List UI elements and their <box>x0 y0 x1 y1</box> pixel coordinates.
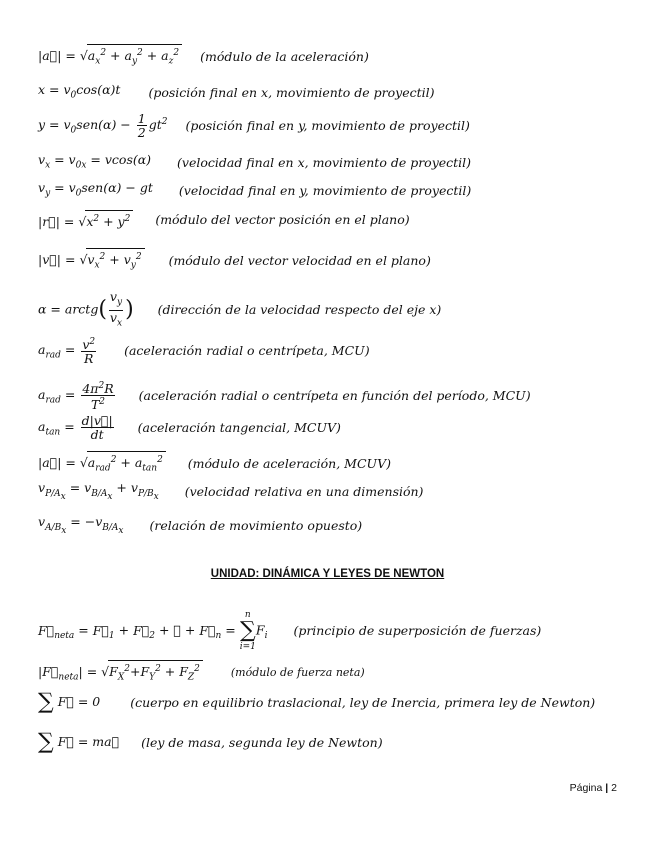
formula-second-law <box>38 729 383 755</box>
formula-position-y <box>38 112 470 139</box>
formula-radial-acceleration-period <box>38 380 531 411</box>
formula-note: (dirección de la velocidad respecto del eje x) <box>157 302 442 317</box>
formula-note: (módulo de fuerza neta) <box>230 665 365 679</box>
formula-note: (aceleración radial o centrípeta, MCU) <box>124 342 370 358</box>
formula-note: (velocidad final en y, movimiento de proyectil) <box>178 182 472 198</box>
formula-expression: $a_{rad}$ = $\frac{v^2}{R}$ <box>38 337 96 367</box>
formula-expression: $a_{tan}$ = $\frac{d|v⃗|}{dt}$ <box>38 413 113 442</box>
formula-expression: |v⃗| = $√v_x^2 + v_y^2$ <box>38 248 145 274</box>
formula-tangential-acceleration <box>38 414 341 441</box>
formula-note: (posición final en y, movimiento de proyectil) <box>185 117 470 133</box>
formula-expression: $F⃗_{neta}$ = $F⃗_1$ + $F⃗_2$ + ⋯ + $F⃗_n$ = n ∑ i=1 $F_i$ <box>38 610 268 652</box>
formula-expression: |r⃗| = $√x^2 + y^2$ <box>38 210 133 230</box>
formula-velocity-x <box>38 152 471 174</box>
formula-acceleration-magnitude <box>38 44 369 70</box>
formula-first-law <box>38 689 596 715</box>
formula-expression: ∑ F⃗ = 0 <box>38 689 101 715</box>
formula-note: (módulo de aceleración, MCUV) <box>187 455 391 471</box>
formula-expression: $y = v_0sen(\alpha)$ − $\frac{1}{2}$ $gt^2$ <box>38 111 168 140</box>
page-footer <box>570 782 617 794</box>
formula-expression: $v_{P/A_x} = v_{B/A_x} + v_{P/B_x}$ <box>38 480 159 502</box>
section-heading: UNIDAD: DINÁMICA Y LEYES DE NEWTON <box>210 568 445 580</box>
formula-relative-velocity <box>38 480 423 504</box>
formula-velocity-y <box>38 180 471 202</box>
formula-opposite-motion <box>38 514 362 538</box>
formula-expression: $v_{A/B_x} = -v_{B/A_x}$ <box>38 514 124 536</box>
formula-expression: |a⃗| = $√a_x^2 + a_y^2 + a_z^2$ <box>38 44 182 70</box>
formula-acceleration-magnitude-mcuv <box>38 451 391 477</box>
formula-force-superposition <box>38 610 541 652</box>
formula-expression: $v_y = v_0sen(\alpha)$ − gt <box>38 180 153 199</box>
formula-note: (posición final en x, movimiento de proyectil) <box>148 84 435 100</box>
formula-net-force-magnitude <box>38 660 365 686</box>
formula-expression: |a⃗| = $√a_{rad}^2 + a_{tan}^2$ <box>38 451 166 477</box>
page-separator: | <box>605 782 609 794</box>
formula-expression: ∑ F⃗ = ma⃗ <box>38 729 120 755</box>
formula-note: (módulo del vector velocidad en el plano) <box>168 252 431 268</box>
page-number: 2 <box>611 782 617 794</box>
formula-expression: $v_x = v_{0x} = vcos(\alpha)$ <box>38 152 152 171</box>
formula-note: (módulo del vector posición en el plano) <box>155 212 410 228</box>
formula-note: (velocidad relativa en una dimensión) <box>184 484 424 500</box>
formula-expression: $a_{rad}$ = $\frac{4\pi^2R}{T^2}$ <box>38 381 114 413</box>
formula-velocity-vector-magnitude <box>38 248 431 274</box>
formula-position-x <box>38 82 435 104</box>
formula-note: (velocidad final en x, movimiento de proyectil) <box>177 154 472 170</box>
formula-note: (aceleración tangencial, MCUV) <box>137 419 341 435</box>
formula-note: (cuerpo en equilibrio traslacional, ley de Inercia, primera ley de Newton) <box>130 694 596 710</box>
formula-note: (ley de masa, segunda ley de Newton) <box>141 734 383 750</box>
formula-note: (módulo de la aceleración) <box>200 48 369 64</box>
page-label: Página <box>569 782 603 794</box>
formula-position-vector-magnitude <box>38 210 410 230</box>
formula-note: (aceleración radial o centrípeta en función del período, MCU) <box>138 387 531 403</box>
formula-expression: α = arctg( $\frac{v_y}{v_x}$ ) <box>38 289 134 328</box>
formula-note: (relación de movimiento opuesto) <box>149 518 363 534</box>
formula-note: (principio de superposición de fuerzas) <box>293 623 542 638</box>
formula-expression: $|F⃗_{neta}| = √F_X^2+F_Y^2 + F_Z^2$ <box>38 660 203 686</box>
formula-radial-acceleration <box>38 336 370 365</box>
formula-expression: $x = v_0\cos(\alpha)t$ <box>38 82 121 101</box>
formula-velocity-direction <box>38 290 441 330</box>
